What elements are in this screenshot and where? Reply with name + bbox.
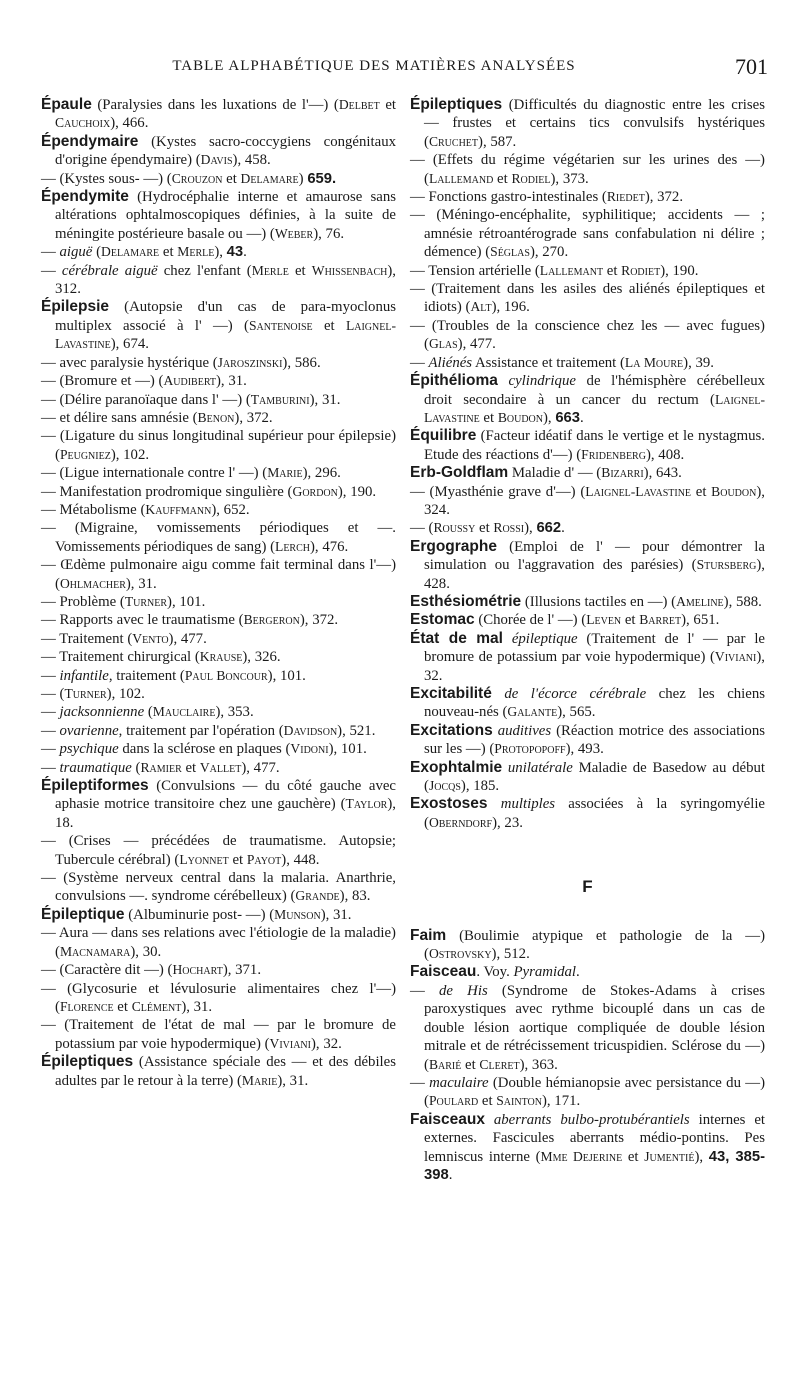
index-entry: — avec paralysie hystérique (Jaroszinski), 586.	[41, 354, 321, 371]
index-entry: — Aura — dans ses relations avec l'étiologie de la maladie) (Macnamara), 30.	[41, 925, 396, 960]
index-entry: Épendymite (Hydrocéphalie interne et amaurose sans altérations ophtalmoscopiques définies, à la suite de méningite postérieure basale ou —) (Weber), 76.	[41, 188, 396, 242]
index-entry: — (Migraine, vomissements périodiques et —. Vomissements périodiques de sang) (Lerch), 476.	[41, 520, 396, 555]
right-column	[410, 96, 765, 1184]
index-entry: — infantile, traitement (Paul Boncour), 101.	[41, 667, 306, 684]
left-column	[41, 96, 396, 1090]
index-entry: — (Turner), 102.	[41, 686, 145, 702]
right-column-e-entries	[410, 96, 765, 832]
index-entry: Faisceau. Voy. Pyramidal.	[410, 963, 580, 981]
index-entry: — aiguë (Delamare et Merle), 43.	[41, 244, 247, 261]
index-entry: Excitabilité de l'écorce cérébrale chez les chiens nouveau-nés (Galante), 565.	[410, 685, 765, 721]
index-entry: — (Effets du régime végétarien sur les urines des —) (Lallemand et Rodiel), 373.	[410, 152, 765, 187]
index-entry: Exostoses multiples associées à la syringomyélie (Oberndorf), 23.	[410, 795, 765, 831]
index-entry: — ovarienne, traitement par l'opération (Davidson), 521.	[41, 722, 376, 739]
index-entry: — de His (Syndrome de Stokes-Adams à crises paroxystiques avec rythme bicouplé dans un cas de double lésion aortique compliquée de double lésion mitrale et de rétrécissement tricuspidien. Sclérose du —) (Barié et Cleret), 363.	[410, 982, 765, 1073]
index-entry: — jacksonnienne (Mauclaire), 353.	[41, 704, 254, 721]
index-entry: — (Myasthénie grave d'—) (Laignel-Lavastine et Boudon), 324.	[410, 483, 765, 518]
running-title: TABLE ALPHABÉTIQUE DES MATIÈRES ANALYSÉES	[172, 58, 576, 74]
index-entry: Épithélioma cylindrique de l'hémisphère cérébelleux droit secondaire à un cancer du rectum (Laignel-Lavastine et Boudon), 663.	[410, 372, 765, 426]
index-entry: Faisceaux aberrants bulbo-protubérantiels internes et externes. Fascicules aberrants médio-pontins. Pes lemniscus interne (Mme Dejerine et Jumentié), 43, 385-398.	[410, 1110, 766, 1183]
index-entry: — et délire sans amnésie (Benon), 372.	[41, 409, 273, 426]
index-entry: Exophtalmie unilatérale Maladie de Basedow au début (Jocqs), 185.	[410, 758, 766, 795]
index-entry: — (Caractère dit —) (Hochart), 371.	[41, 962, 262, 979]
index-entry: — Traitement (Vento), 477.	[41, 630, 207, 647]
index-entry: Épileptiques (Difficultés du diagnostic entre les crises — frustes et certains tics convulsifs hystériques (Cruchet), 587.	[410, 96, 765, 150]
index-entry: — Aliénés Assistance et traitement (La Moure), 39.	[410, 354, 714, 371]
index-entry: — (Roussy et Rossi), 662.	[410, 520, 565, 537]
index-entry: — (Bromure et —) (Audibert), 31.	[41, 373, 247, 390]
index-entry: — maculaire (Double hémianopsie avec persistance du —) (Poulard et Sainton), 171.	[410, 1074, 766, 1110]
index-entry: Épendymaire (Kystes sacro-coccygiens congénitaux d'origine épendymaire) (Davis), 458.	[41, 132, 396, 169]
index-entry: Faim (Boulimie atypique et pathologie de la —) (Ostrovsky), 512.	[410, 926, 765, 963]
index-entry: — Problème (Turner), 101.	[41, 593, 206, 610]
index-entry: Excitations auditives (Réaction motrice des associations sur les —) (Protopopoff), 493.	[410, 721, 765, 758]
index-entry: — (Ligue internationale contre l' —) (Marie), 296.	[41, 465, 341, 482]
index-entry: — Tension artérielle (Lallemant et Rodiet), 190.	[410, 262, 699, 279]
index-entry: — cérébrale aiguë chez l'enfant (Merle et Whissenbach), 312.	[41, 262, 397, 298]
index-entry: — Œdème pulmonaire aigu comme fait terminal dans l'—) (Ohlmacher), 31.	[41, 557, 396, 592]
index-entry: Épileptiformes (Convulsions — du côté gauche avec aphasie motrice transitoire chez une gauchère) (Taylor), 18.	[41, 777, 396, 831]
index-entry: — (Crises — précédées de traumatisme. Autopsie; Tubercule cérébral) (Lyonnet et Payot), 448.	[41, 833, 396, 868]
index-entry: — Rapports avec le traumatisme (Bergeron), 372.	[41, 612, 339, 629]
index-entry: Épaule (Paralysies dans les luxations de l'—) (Delbet et Cauchoix), 466.	[41, 96, 396, 132]
index-entry: Ergographe (Emploi de l' — pour démontrer la simulation ou l'aggravation des parésies) (Stursberg), 428.	[410, 537, 765, 592]
index-entry: Estomac (Chorée de l' —) (Leven et Barret), 651.	[410, 611, 720, 629]
index-entry: Épileptique (Albuminurie post- —) (Munson), 31.	[41, 905, 352, 923]
index-entry: Équilibre (Facteur idéatif dans le vertige et le nystagmus. Etude des réactions d'—) (Fridenberg), 408.	[410, 427, 765, 463]
index-entry: Épileptiques (Assistance spéciale des — et des débiles adultes par le retour à la terre) (Marie), 31.	[41, 1053, 396, 1089]
index-entry: — (Délire paranoïaque dans l' —) (Tamburini), 31.	[41, 391, 341, 408]
index-entry: Erb-Goldflam Maladie d' — (Bizarri), 643.	[410, 464, 682, 482]
index-entry: Esthésiométrie (Illusions tactiles en —) (Ameline), 588.	[410, 592, 762, 610]
index-entry: — (Troubles de la conscience chez les — avec fugues) (Glas), 477.	[410, 317, 765, 353]
index-entry: — (Méningo-encéphalite, syphilitique; accidents — ; amnésie rétroantérograde sans confabulation ni délire ; démence) (Séglas), 270.	[410, 207, 765, 261]
index-entry: — traumatique (Ramier et Vallet), 477.	[41, 759, 280, 776]
section-letter: F	[582, 877, 593, 897]
page-header	[40, 54, 768, 80]
index-entry: — Fonctions gastro-intestinales (Riedet), 372.	[410, 189, 684, 206]
index-entry: — (Traitement de l'état de mal — par le bromure de potassium par voie hypodermique) (Viviani), 32.	[41, 1017, 396, 1052]
index-entry: État de mal épileptique (Traitement de l' — par le bromure de potassium par voie hypodermique) (Viviani), 32.	[410, 629, 765, 684]
index-entry: — (Glycosurie et lévulosurie alimentaires chez l'—) (Florence et Clément), 31.	[41, 980, 396, 1015]
index-entry: — (Kystes sous- —) (Crouzon et Delamare) 659.	[41, 170, 337, 187]
index-entry: Épilepsie (Autopsie d'un cas de para-myoclonus multiplex associé à l' —) (Santenoise et Laignel-Lavastine), 674.	[41, 298, 396, 353]
index-entry: — Manifestation prodromique singulière (Gordon), 190.	[41, 483, 377, 500]
index-entry: — psychique dans la sclérose en plaques (Vidoni), 101.	[41, 741, 367, 758]
index-entry: — Traitement chirurgical (Krause), 326.	[41, 649, 281, 666]
index-entry: — (Système nerveux central dans la malaria. Anarthrie, convulsions —. syndrome cérébelleux) (Grande), 83.	[41, 870, 396, 905]
page-number: 701	[735, 54, 768, 79]
index-entry: — (Ligature du sinus longitudinal supérieur pour épilepsie) (Peugniez), 102.	[41, 428, 396, 463]
index-entry: — Métabolisme (Kauffmann), 652.	[41, 501, 250, 518]
right-column-f-entries	[410, 927, 765, 1185]
index-entry: — (Traitement dans les asiles des aliénés épileptiques et idiots) (Alt), 196.	[410, 281, 765, 316]
